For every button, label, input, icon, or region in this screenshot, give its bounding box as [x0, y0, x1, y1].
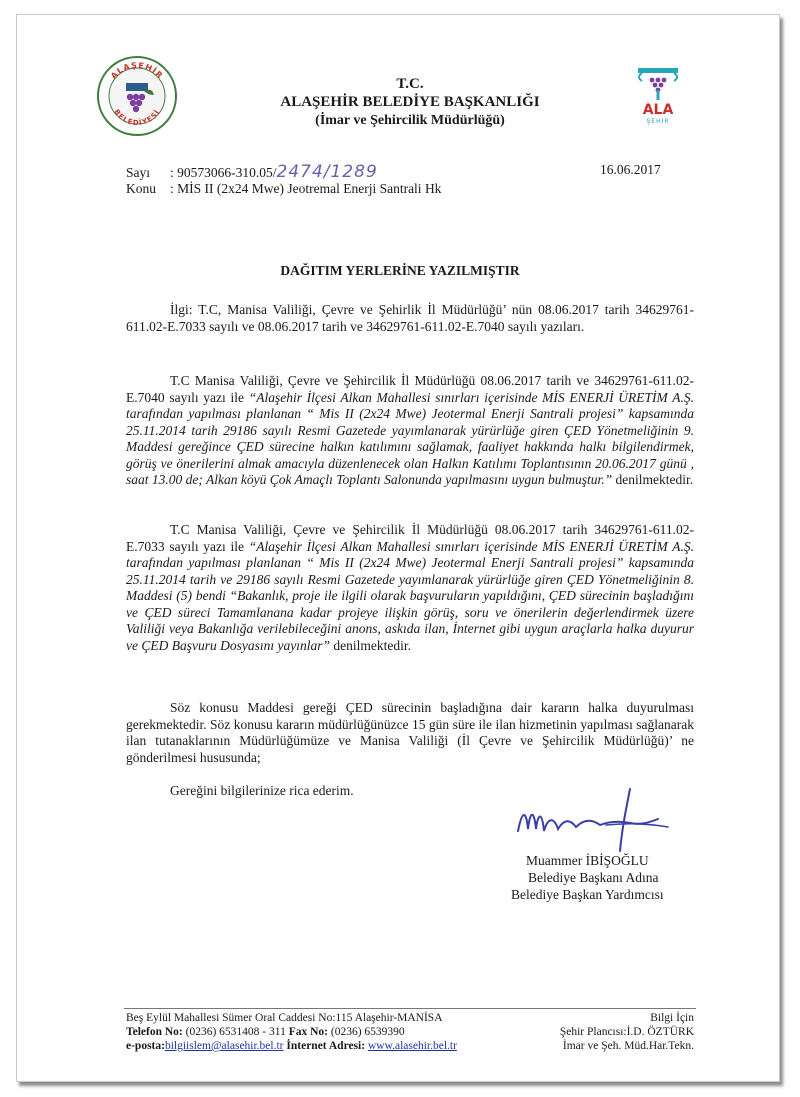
- sayi-handwritten-number: 2474/1289: [276, 162, 378, 182]
- info-department: İmar ve Şeh. Müd.Har.Tekn.: [562, 1040, 694, 1052]
- svg-text:ALA: ALA: [642, 102, 674, 118]
- footer-contact: [126, 1040, 457, 1052]
- svg-text:ŞEHİR: ŞEHİR: [646, 118, 670, 125]
- konu-line: [126, 181, 441, 197]
- info-label: Bilgi İçin: [650, 1012, 694, 1024]
- paragraph-3: [126, 522, 694, 654]
- p4-text: Söz konusu Maddesi gereği ÇED sürecinin başladığına dair kararın halka duyurulması gerekmektedir. Söz konusu kararın müdürlüğünüzce 15 gün süre ile ilan hizmetinin yapılması sağlanarak ilan tutanaklarının Müdürlüğümüze ve Manisa Valiliği (İl Çevre ve Şehircilik Müdürlüğü)’ ne gönderilmesi hususunda;: [126, 700, 694, 765]
- paragraph-ilgi: [126, 302, 694, 335]
- website-link[interactable]: www.alasehir.bel.tr: [367, 1040, 457, 1052]
- sayi-label: Sayı: [126, 165, 151, 180]
- ilgi-text: İlgi: T.C, Manisa Valiliği, Çevre ve Şehirlik İl Müdürlüğü’ nün 08.06.2017 tarih 34629761-611.02-E.7033 sayılı ve 08.06.2017 tarih ve 34629761-611.02-E.7040 sayılı yazıları.: [126, 302, 694, 334]
- p2-intro: T.C Manisa Valiliği, Çevre ve Şehircilik İl Müdürlüğü 08.06.2017 tarih ve 34629761-611.02-E.7040 sayılı yazı ile: [126, 373, 694, 405]
- handwritten-signature: [510, 785, 680, 857]
- header-directorate: (İmar ve Şehircilik Müdürlüğü): [315, 113, 505, 128]
- phone-label: Telefon No:: [126, 1026, 183, 1038]
- paragraph-2: [126, 373, 694, 489]
- signatory-role-1: Belediye Başkanı Adına: [528, 870, 659, 885]
- signatory-name: Muammer İBİŞOĞLU: [526, 853, 649, 868]
- footer-phone-fax: [126, 1026, 405, 1038]
- p2-outro: denilmektedir.: [612, 472, 694, 487]
- footer-address: Beş Eylül Mahallesi Sümer Oral Caddesi No:115 Alaşehir-MANİSA: [126, 1012, 443, 1024]
- p2-quote: “Alaşehir İlçesi Alkan Mahallesi sınırları içerisinde MİS ENERJİ ÜRETİM A.Ş. tarafından yapılması planlanan “ Mis II (2x24 Mwe) Jeotermal Enerji Santrali projesi” kapsamında 25.11.2014 tarih 29186 sayılı Resmi Gazetede yayımlanarak yürürlüğe giren ÇED Yönetmeliğinin 9. Maddesi gereğince ÇED sürecine halkın katılımını sağlamak, faaliyet hakkında halkı bilgilendirmek, görüş ve önerilerini almak amacıyla düzenlenecek olan Halkın Katılımı Toplantısının 20.06.2017 günü , saat 13.00 de; Alkan köyü Çok Amaçlı Toplantı Salonunda yapılmasını uygun bulmuştur.”: [126, 389, 694, 487]
- signatory-role-2: Belediye Başkan Yardımcısı: [511, 887, 664, 902]
- distribution-title: DAĞITIM YERLERİNE YAZILMIŞTIR: [280, 263, 520, 278]
- p3-intro: T.C Manisa Valiliği, Çevre ve Şehircilik İl Müdürlüğü 08.06.2017 tarih 34629761-611.02-E.7033 sayılı yazı ile: [126, 522, 694, 554]
- header-municipality: ALAŞEHİR BELEDİYE BAŞKANLIĞI: [280, 94, 540, 110]
- ala-sehir-brand-logo: [630, 66, 686, 126]
- phone-value: (0236) 6531408 - 311: [182, 1026, 289, 1038]
- email-label: e-posta:: [126, 1040, 165, 1052]
- paragraph-4: [126, 700, 694, 766]
- sayi-value: : 90573066-310.05/: [170, 165, 277, 180]
- header-tc: T.C.: [396, 76, 424, 92]
- konu-value: : MİS II (2x24 Mwe) Jeotremal Enerji Santrali Hk: [170, 181, 442, 196]
- info-contact-person: Şehir Plancısı:İ.D. ÖZTÜRK: [559, 1026, 694, 1038]
- p3-outro: denilmektedir.: [329, 637, 411, 653]
- p5-text: Gereğini bilgilerinize rica ederim.: [170, 783, 354, 798]
- fax-value: (0236) 6539390: [328, 1026, 405, 1038]
- p3-quote: “Alaşehir İlçesi Alkan Mahallesi sınırları içerisinde MİS ENERJİ ÜRETİM A.Ş. tarafından yapılması planlanan “ Mis II (2x24 Mwe) Jeotermal Enerji Santrali projesi” kapsamında 25.11.2014 tarih ve 29186 sayılı Resmi Gazetede yayımlanarak yürürlüğe giren ÇED Yönetmeliğinin 8. Maddesi (5) bendi “Bakanlık, proje ile ilgili olarak başvuruların yapıldığını, ÇED sürecinin başladığını ve ÇED süreci Tamamlanana kadar projeye ilişkin görüş, soru ve önerilerin değerlendirmek üzere Valiliği veya Bakanlığa verilebileceğini anons, askıda ilan, İnternet gibi uygun araçlarla halka duyurur ve ÇED Başvuru Dosyasını yayınlar”: [126, 538, 694, 653]
- sayi-line: [126, 162, 378, 182]
- footer-divider: [124, 1008, 696, 1009]
- fax-label: Fax No:: [288, 1026, 328, 1038]
- document-date: 16.06.2017: [600, 162, 661, 177]
- konu-label: Konu: [126, 181, 156, 196]
- svg-text:ALAŞEHİR: ALAŞEHİR: [109, 60, 165, 81]
- email-link[interactable]: bilgiislem@alasehir.bel.tr: [164, 1040, 284, 1052]
- web-label: İnternet Adresi:: [283, 1040, 368, 1052]
- svg-text:BELEDİYESİ: BELEDİYESİ: [112, 108, 162, 128]
- alasehir-municipality-seal-logo: [96, 55, 178, 137]
